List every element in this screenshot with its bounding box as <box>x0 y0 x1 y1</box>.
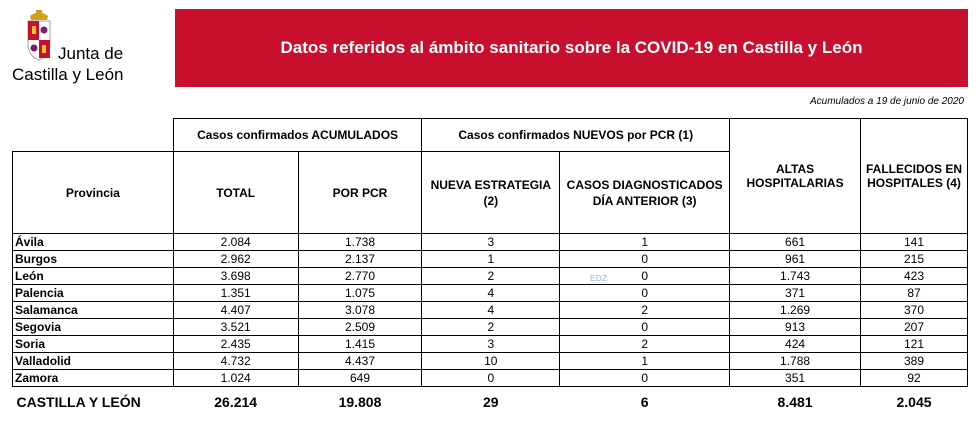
province-cell: Soria <box>13 336 174 353</box>
value-cell: 4.407 <box>173 302 298 319</box>
value-cell: 4.732 <box>173 353 298 370</box>
coat-of-arms-icon <box>24 10 54 62</box>
value-cell: 141 <box>861 234 968 251</box>
value-cell: 370 <box>861 302 968 319</box>
value-cell: 2 <box>560 302 730 319</box>
col-header-altas: ALTAS HOSPITALARIAS <box>730 119 861 234</box>
value-cell: 2 <box>422 319 560 336</box>
col-header-por-pcr: POR PCR <box>298 152 422 234</box>
value-cell: 2.435 <box>173 336 298 353</box>
table-row <box>13 370 968 387</box>
value-cell: 0 <box>560 251 730 268</box>
value-cell: 92 <box>861 370 968 387</box>
col-header-provincia: Provincia <box>13 152 174 234</box>
table-row <box>13 268 968 285</box>
table-row <box>13 353 968 370</box>
value-cell: 1.024 <box>173 370 298 387</box>
table-row <box>13 285 968 302</box>
value-cell: 1 <box>560 234 730 251</box>
value-cell: 4.437 <box>298 353 422 370</box>
province-cell: Valladolid <box>13 353 174 370</box>
value-cell: 4 <box>422 302 560 319</box>
value-cell: 2.509 <box>298 319 422 336</box>
table-row <box>13 319 968 336</box>
group-header-new: Casos confirmados NUEVOS por PCR (1) <box>422 119 730 152</box>
value-cell: 1.788 <box>730 353 861 370</box>
value-cell: 3 <box>422 336 560 353</box>
value-cell: 2 <box>560 336 730 353</box>
province-cell: León <box>13 268 174 285</box>
col-header-total: TOTAL <box>173 152 298 234</box>
title-banner <box>175 9 968 87</box>
totals-cell: 2.045 <box>896 394 932 410</box>
table-row <box>13 251 968 268</box>
value-cell: 2 <box>422 268 560 285</box>
value-cell: 649 <box>298 370 422 387</box>
group-header-accumulated: Casos confirmados ACUMULADOS <box>173 119 422 152</box>
value-cell: 0 <box>560 285 730 302</box>
value-cell: 1.351 <box>173 285 298 302</box>
value-cell: 0 <box>560 370 730 387</box>
logo-text-line2: Castilla y León <box>12 65 124 84</box>
value-cell: 0 <box>422 370 560 387</box>
value-cell: 87 <box>861 285 968 302</box>
value-cell: 3 <box>422 234 560 251</box>
province-cell: Burgos <box>13 251 174 268</box>
value-cell: 389 <box>861 353 968 370</box>
value-cell: 1.269 <box>730 302 861 319</box>
value-cell: 121 <box>861 336 968 353</box>
value-cell: 1.738 <box>298 234 422 251</box>
value-cell: 1 <box>422 251 560 268</box>
value-cell: 913 <box>730 319 861 336</box>
value-cell: 4 <box>422 285 560 302</box>
junta-logo <box>12 10 162 85</box>
table-row <box>13 336 968 353</box>
province-cell: Segovia <box>13 319 174 336</box>
value-cell: 3.521 <box>173 319 298 336</box>
value-cell: 661 <box>730 234 861 251</box>
col-header-nueva-estrategia: NUEVA ESTRATEGIA (2) <box>422 152 560 234</box>
value-cell: 371 <box>730 285 861 302</box>
totals-cell: 6 <box>640 394 649 410</box>
value-cell: 423 <box>861 268 968 285</box>
totals-cell: 19.808 <box>338 394 382 410</box>
value-cell: 2.137 <box>298 251 422 268</box>
value-cell: 10 <box>422 353 560 370</box>
totals-cell: 8.481 <box>777 394 813 410</box>
totals-cell: 26.214 <box>214 394 258 410</box>
value-cell: 0 <box>560 319 730 336</box>
date-note: Acumulados a 19 de junio de 2020 <box>809 96 964 107</box>
table-row <box>13 302 968 319</box>
totals-cell: 29 <box>483 394 499 410</box>
table-row <box>13 234 968 251</box>
col-header-fallecidos: FALLECIDOS EN HOSPITALES (4) <box>861 119 968 234</box>
value-cell: 1 <box>560 353 730 370</box>
value-cell: 2.962 <box>173 251 298 268</box>
value-cell: 0 <box>560 268 730 285</box>
value-cell: 1.743 <box>730 268 861 285</box>
value-cell: 3.078 <box>298 302 422 319</box>
province-cell: Ávila <box>13 234 174 251</box>
totals-label: CASTILLA Y LEÓN <box>16 394 141 410</box>
watermark-text: EDZ <box>590 274 608 283</box>
covid-data-table <box>12 118 968 413</box>
value-cell: 215 <box>861 251 968 268</box>
value-cell: 3.698 <box>173 268 298 285</box>
province-cell: Zamora <box>13 370 174 387</box>
value-cell: 207 <box>861 319 968 336</box>
banner-title: Datos referidos al ámbito sanitario sobre la COVID-19 en Castilla y León <box>280 38 863 57</box>
value-cell: 1.415 <box>298 336 422 353</box>
value-cell: 351 <box>730 370 861 387</box>
value-cell: 961 <box>730 251 861 268</box>
value-cell: 424 <box>730 336 861 353</box>
col-header-dia-anterior: CASOS DIAGNOSTICADOS DÍA ANTERIOR (3) <box>560 152 730 234</box>
province-cell: Palencia <box>13 285 174 302</box>
value-cell: 2.084 <box>173 234 298 251</box>
totals-row <box>13 387 968 414</box>
logo-text-line1: Junta de <box>58 44 124 63</box>
value-cell: 1.075 <box>298 285 422 302</box>
province-cell: Salamanca <box>13 302 174 319</box>
value-cell: 2.770 <box>298 268 422 285</box>
